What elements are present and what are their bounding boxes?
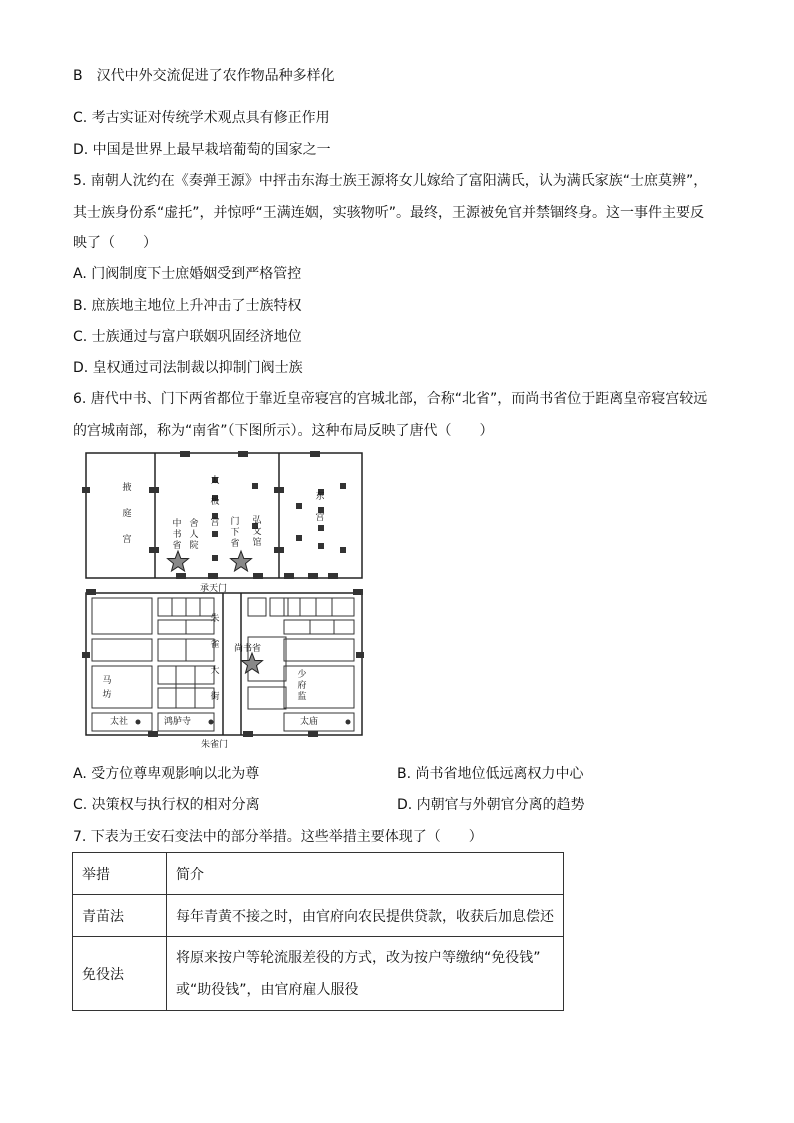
map-label-yeting: 掖庭宫	[122, 483, 132, 545]
q5-option-c: C. 士族通过与富户联姻巩固经济地位	[73, 329, 302, 345]
table-header-cell: 举措	[73, 853, 167, 895]
map-label-taiji: 太极宫	[210, 476, 220, 528]
map-label-sheren: 舍人院	[189, 519, 199, 551]
q6-option-d: D. 内朝官与外朝官分离的趋势	[397, 797, 585, 813]
map-label-hongwen: 弘文馆	[252, 516, 262, 548]
q5-option-a: A. 门阀制度下士庶婚姻受到严格管控	[73, 266, 302, 282]
q4-option-d: D. 中国是世界上最早栽培葡萄的国家之一	[73, 142, 331, 158]
q5-stem-line-3: 映了（ ）	[73, 235, 157, 251]
map-label-mafang: 马坊	[102, 676, 112, 700]
map-label-dong: 东宫	[315, 492, 325, 523]
map-label-zhuque-street: 朱雀大街	[210, 614, 220, 702]
map-label-shangshu: 尚书省	[234, 644, 262, 654]
q5-option-d: D. 皇权通过司法制裁以抑制门阀士族	[73, 360, 303, 376]
q5-option-b: B. 庶族地主地位上升冲击了士族特权	[73, 298, 302, 314]
q7-stem: 7. 下表为王安石变法中的部分举措。这些举措主要体现了（ ）	[73, 829, 483, 845]
q4-option-b: B 汉代中外交流促进了农作物品种多样化	[73, 68, 335, 84]
table-header-cell: 简介	[167, 853, 564, 895]
table-row	[73, 937, 564, 1011]
measure-desc-line: 将原来按户等轮流服差役的方式，改为按户等缴纳“免役钱”	[176, 949, 541, 966]
measure-desc	[167, 937, 564, 1011]
q5-stem-line-2: 其士族身份系“虚托”，并惊呼“王满连姻，实骇物听”。最终，王源被免官并禁锢终身。这一事件主要反	[73, 205, 705, 221]
map-label-taishe: 太社	[110, 717, 129, 727]
measure-desc-line: 每年青黄不接之时，由官府向农民提供贷款，收获后加息偿还	[176, 908, 554, 925]
shangshu-star-icon	[242, 653, 263, 673]
q5-stem-line-1: 5. 南朝人沈约在《奏弹王源》中抨击东海士族王源将女儿嫁给了富阳满氏，认为满氏家族“士庶莫辨”，	[73, 173, 708, 189]
map-label-honglu: 鸿胪寺	[164, 717, 192, 727]
table-header-row	[73, 853, 564, 895]
map-label-menxia: 门下省	[230, 517, 240, 549]
map-label-taimiao: 太庙	[300, 717, 319, 727]
q4-option-c: C. 考古实证对传统学术观点具有修正作用	[73, 110, 330, 126]
q6-option-b: B. 尚书省地位低远离权力中心	[397, 766, 584, 782]
map-label-shaofu: 少府监	[297, 670, 307, 702]
map-label-zhuque-gate: 朱雀门	[201, 740, 229, 750]
q6-stem-line-1: 6. 唐代中书、门下两省都位于靠近皇帝寝宫的宫城北部，合称“北省”，而尚书省位于距离皇帝寝宫较远	[73, 391, 708, 407]
measure-desc-line: 或“助役钱”，由官府雇人服役	[176, 981, 359, 998]
map-label-zhongshu: 中书省	[172, 519, 182, 551]
measure-name: 青苗法	[73, 895, 167, 937]
reform-measures-table	[72, 852, 564, 1011]
q6-option-a: A. 受方位尊卑观影响以北为尊	[73, 766, 260, 782]
menxia-star-icon	[231, 551, 252, 571]
map-label-chengtian: 承天门	[200, 584, 228, 594]
q6-stem-line-2: 的宫城南部，称为“南省”（下图所示）。这种布局反映了唐代（ ）	[73, 423, 494, 439]
measure-desc	[167, 895, 564, 937]
q6-option-c: C. 决策权与执行权的相对分离	[73, 797, 260, 813]
table-row	[73, 895, 564, 937]
measure-name: 免役法	[73, 937, 167, 1011]
zhongshu-star-icon	[168, 551, 189, 571]
